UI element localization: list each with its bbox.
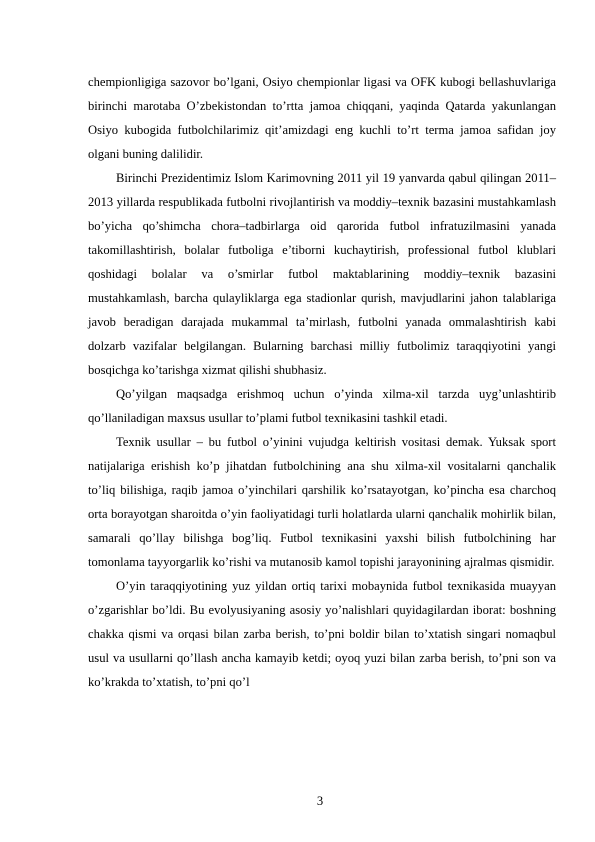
- paragraph-4: Texnik usullar – bu futbol o’yinini vujudga keltirish vositasi demak. Yuksak sport natijalariga erishish ko’p jihatdan futbolchining ana shu xilma-xil vositalarni qanchalik to’liq bilishiga, raqib jamoa o’yinchilari qarshilik ko’rsatayotgan, ko’pincha esa charchoq orta borayotgan sharoitda o’yin faoliyatidagi turli holatlarda ularni qanchalik mohirlik bilan, samarali qo’llay bilishga bog’liq. Futbol texnikasini yaxshi bilish futbolchining har tomonlama tayyorgarlik ko’rishi va mutanosib kamol topishi jarayonining ajralmas qismidir.: [88, 435, 556, 569]
- paragraph-1: chempionligiga sazovor bo’lgani, Osiyo chempionlar ligasi va OFK kubogi bellashuvlariga birinchi marotaba O’zbekistondan to’rtta jamoa chiqqani, yaqinda Qatarda yakunlangan Osiyo kubogida futbolchilarimiz qit’amizdagi eng kuchli to’rt terma jamoa safidan joy olgani buning dalilidir.: [88, 75, 556, 161]
- paragraph-3: Qo’yilgan maqsadga erishmoq uchun o’yinda xilma-xil tarzda uyg’unlashtirib qo’llaniladigan maxsus usullar to’plami futbol texnikasini tashkil etadi.: [88, 387, 556, 425]
- paragraph-2: Birinchi Prezidentimiz Islom Karimovning 2011 yil 19 yanvarda qabul qilingan 2011–2013 yillarda respublikada futbolni rivojlantirish va moddiy–texnik bazasini mustahkamlash bo’yicha qo’shimcha chora–tadbirlarga oid qarorida futbol infratuzilmasini yanada takomillashtirish, bolalar futboliga e’tiborni kuchaytirish, professional futbol klublari qoshidagi bolalar va o’smirlar futbol maktablarining moddiy–texnik bazasini mustahkamlash, barcha qulayliklarga ega stadionlar qurish, mavjudlarini jahon talablariga javob beradigan darajada mukammal ta’mirlash, futbolni yanada ommalashtirish kabi dolzarb vazifalar belgilangan. Bularning barchasi milliy futbolimiz taraqqiyotini yangi bosqichga ko’tarishga xizmat qilishi shubhasiz.: [88, 171, 556, 377]
- body-text: [88, 70, 556, 694]
- paragraph-5: O’yin taraqqiyotining yuz yildan ortiq tarixi mobaynida futbol texnikasida muayyan o’zgarishlar bo’ldi. Bu evolyusiyaning asosiy yo’nalishlari quyidagilardan iborat: boshning chakka qismi va orqasi bilan zarba berish, to’pni boldir bilan to’xtatish singari nomaqbul usul va usullarni qo’llash ancha kamayib ketdi; oyoq yuzi bilan zarba berish, to’pni son va ko’krakda to’xtatish, to’pni qo’l: [88, 579, 556, 689]
- page-number: 3: [316, 794, 324, 808]
